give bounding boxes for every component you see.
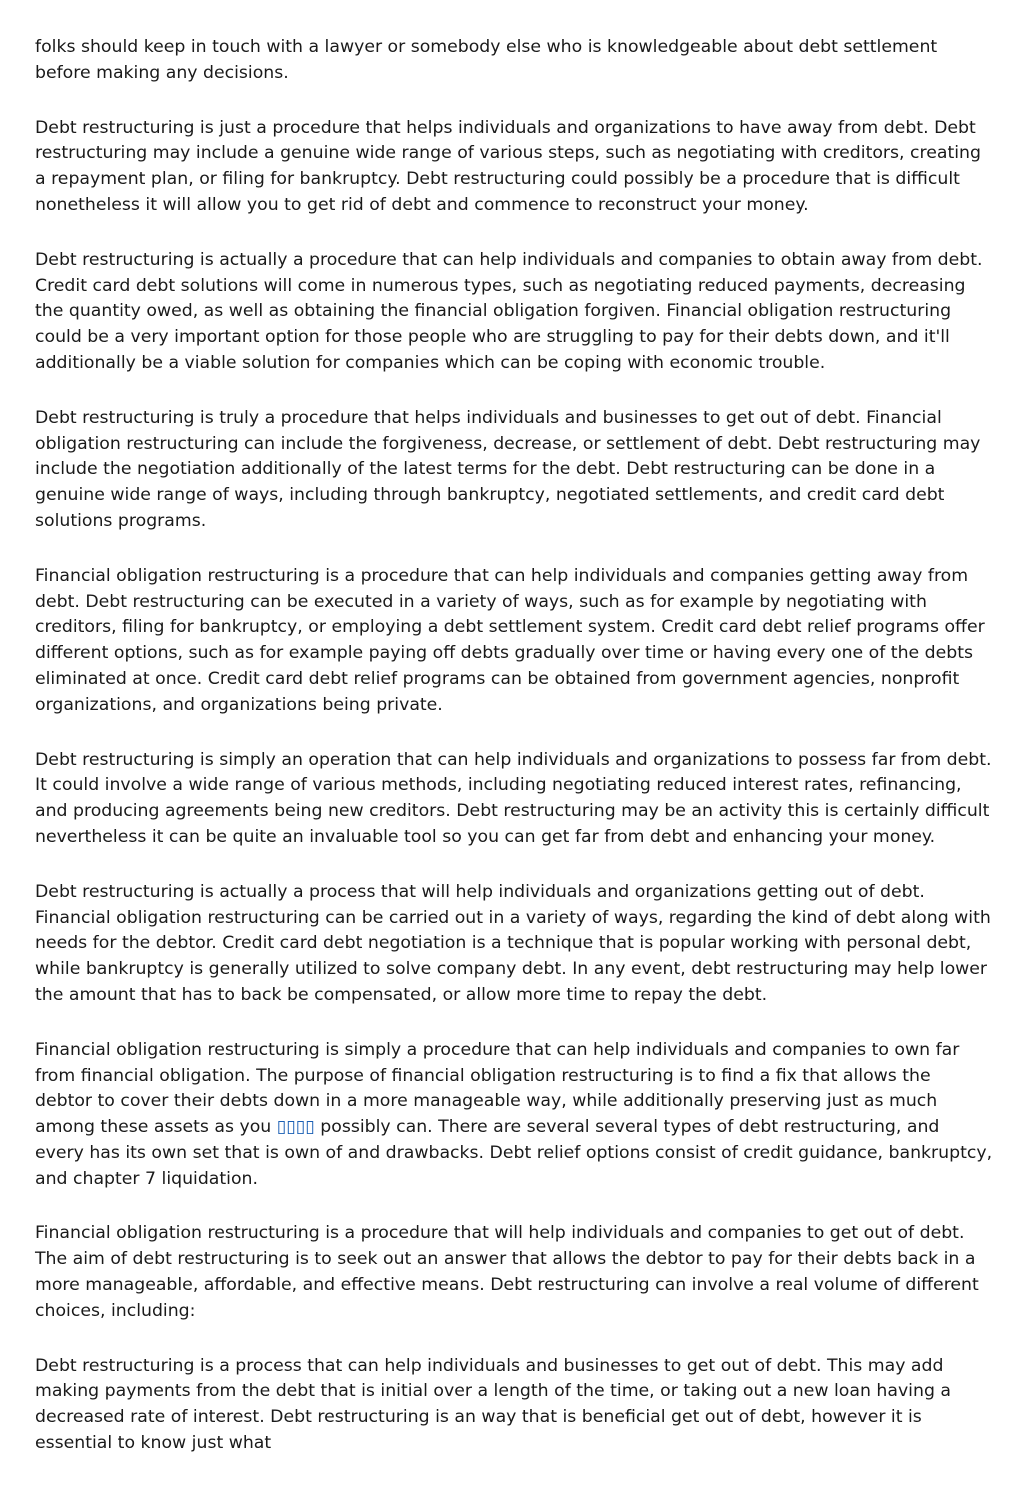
inline-link[interactable]: ▯▯▯▯ <box>276 1117 315 1138</box>
paragraph: Financial obligation restructuring is a procedure that will help individuals and companies to get out of debt. The aim of debt restructuring is to seek out an answer that allows the debtor to pay for their debts back in a more manageable, affordable, and effective means. Debt restructuring can involve a real volume of different choices, including: <box>35 1223 979 1321</box>
paragraph: folks should keep in touch with a lawyer or somebody else who is knowledgeable about debt settlement before making any decisions. <box>35 37 938 83</box>
paragraph: Financial obligation restructuring is a procedure that can help individuals and companies getting away from debt. Debt restructuring can be executed in a variety of ways, such as for example by negotiating with creditors, filing for bankruptcy, or employing a debt settlement system. Credit card debt relief programs offer different options, such as for example paying off debts gradually over time or having every one of the debts eliminated at once. Credit card debt relief programs can be obtained from government agencies, nonprofit organizations, and organizations being private. <box>35 565 985 715</box>
paragraph-text-after-link: possibly can. There are several several types of debt restructuring, and every has its own set that is own of and drawbacks. Debt relief options consist of credit guidance, bankruptcy, and chapter 7 liquidation. <box>35 1117 993 1189</box>
paragraph-with-link <box>35 1038 993 1193</box>
paragraph: Debt restructuring is actually a procedure that can help individuals and companies to obtain away from debt. Credit card debt solutions will come in numerous types, such as negotiating reduced payments, decreasing the quantity owed, as well as obtaining the financial obligation forgiven. Financial obligation restructuring could be a very important option for those people who are struggling to pay for their debts down, and it'll additionally be a viable solution for companies which can be coping with economic trouble. <box>35 249 983 373</box>
paragraph: Debt restructuring is a process that can help individuals and businesses to get out of debt. This may add making payments from the debt that is initial over a length of the time, or taking out a new loan having a decreased rate of interest. Debt restructuring is an way that is beneficial get out of debt, however it is essential to know just what <box>35 1355 951 1454</box>
paragraph: Debt restructuring is truly a procedure that helps individuals and businesses to get out of debt. Financial obligation restructuring can include the forgiveness, decrease, or settlement of debt. Debt restructuring may include the negotiation additionally of the latest terms for the debt. Debt restructuring can be done in a genuine wide range of ways, including through bankruptcy, negotiated settlements, and credit card debt solutions programs. <box>35 407 981 531</box>
paragraph: Debt restructuring is simply an operation that can help individuals and organizations to possess far from debt. It could involve a wide range of various methods, including negotiating reduced interest rates, refinancing, and producing agreements being new creditors. Debt restructuring may be an activity this is certainly difficult nevertheless it can be quite an invaluable tool so you can get far from debt and enhancing your money. <box>35 749 992 847</box>
paragraph: Debt restructuring is actually a process that will help individuals and organizations getting out of debt. Financial obligation restructuring can be carried out in a variety of ways, regarding the kind of debt along with needs for the debtor. Credit card debt negotiation is a technique that is popular working with personal debt, while bankruptcy is generally utilized to solve company debt. In any event, debt restructuring may help lower the amount that has to back be compensated, or allow more time to repay the debt. <box>35 881 991 1005</box>
paragraph: Debt restructuring is just a procedure that helps individuals and organizations to have away from debt. Debt restructuring may include a genuine wide range of various steps, such as negotiating with creditors, creating a repayment plan, or filing for bankruptcy. Debt restructuring could possibly be a procedure that is difficult nonetheless it will allow you to get rid of debt and commence to reconstruct your money. <box>35 117 981 215</box>
document-body <box>35 35 993 1486</box>
paragraph-text-before-link: Financial obligation restructuring is simply a procedure that can help individuals and companies to own far from financial obligation. The purpose of financial obligation restructuring is to find a fix that allows the debtor to cover their debts down in a more manageable way, while additionally preserving just as much among these assets as you <box>35 1039 960 1138</box>
